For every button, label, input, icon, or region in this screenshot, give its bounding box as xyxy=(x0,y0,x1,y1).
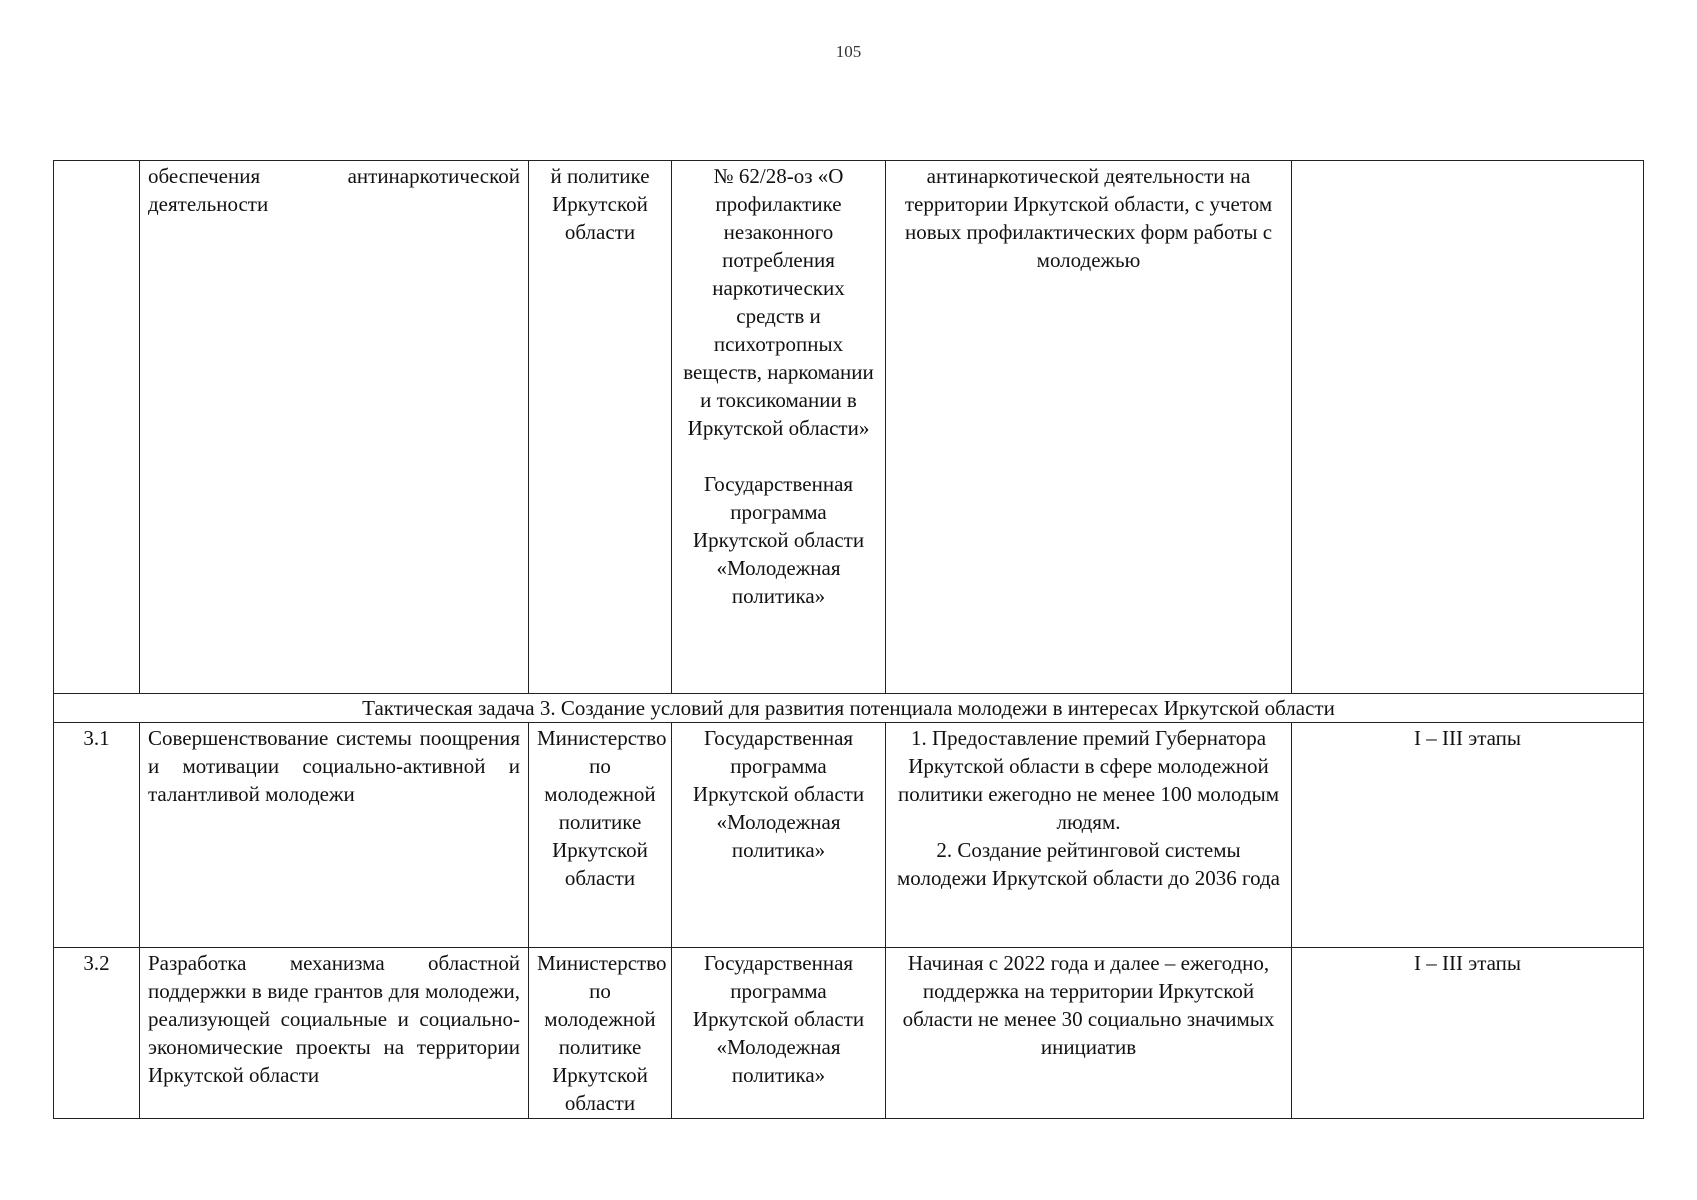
task-cell: Разработка механизма областной поддержки в виде грантов для молодежи, реализующей социальные и социально-экономические проекты на территории Иркутской области xyxy=(140,948,529,1119)
row-number-cell: 3.1 xyxy=(54,723,140,948)
executor-cell: Министерство по молодежной политике Иркутской области xyxy=(529,723,672,948)
result-item: 2. Создание рейтинговой системы молодежи Иркутской области до 2036 года xyxy=(897,838,1280,890)
basis-gap xyxy=(680,442,877,470)
table-row xyxy=(54,948,1644,1119)
basis-program: Государственная программа Иркутской области «Молодежная политика» xyxy=(692,472,865,608)
basis-cell: Государственная программа Иркутской области «Молодежная политика» xyxy=(672,948,886,1119)
result-cell: антинаркотической деятельности на территории Иркутской области, с учетом новых профилактических форм работы с молодежью xyxy=(886,161,1292,694)
basis-law: № 62/28-оз «О профилактике незаконного потребления наркотических средств и психотропных веществ, наркомании и токсикомании в Иркутской области» xyxy=(683,164,874,440)
row-number-cell xyxy=(54,161,140,694)
result-cell: Начиная с 2022 года и далее – ежегодно, поддержка на территории Иркутской области не менее 30 социально значимых инициатив xyxy=(886,948,1292,1119)
basis-cell: Государственная программа Иркутской области «Молодежная политика» xyxy=(672,723,886,948)
task-cell: обеспечения антинаркотической деятельности xyxy=(140,161,529,694)
table-row xyxy=(54,723,1644,948)
period-cell: I – III этапы xyxy=(1292,948,1644,1119)
task-cell: Совершенствование системы поощрения и мотивации социально-активной и талантливой молодежи xyxy=(140,723,529,948)
period-cell xyxy=(1292,161,1644,694)
result-cell xyxy=(886,723,1292,948)
tactical-task-heading: Тактическая задача 3. Создание условий для развития потенциала молодежи в интересах Иркутской области xyxy=(54,694,1644,723)
table-row xyxy=(54,161,1644,694)
page-number: 105 xyxy=(835,42,862,61)
result-item: 1. Предоставление премий Губернатора Иркутской области в сфере молодежной политики ежегодно не менее 100 молодым людям. xyxy=(897,726,1280,834)
executor-cell: й политике Иркутской области xyxy=(529,161,672,694)
basis-cell xyxy=(672,161,886,694)
executor-cell: Министерство по молодежной политике Иркутской области xyxy=(529,948,672,1119)
tactical-task-row xyxy=(54,694,1644,723)
row-number-cell: 3.2 xyxy=(54,948,140,1119)
measures-table xyxy=(53,160,1644,1119)
period-cell: I – III этапы xyxy=(1292,723,1644,948)
